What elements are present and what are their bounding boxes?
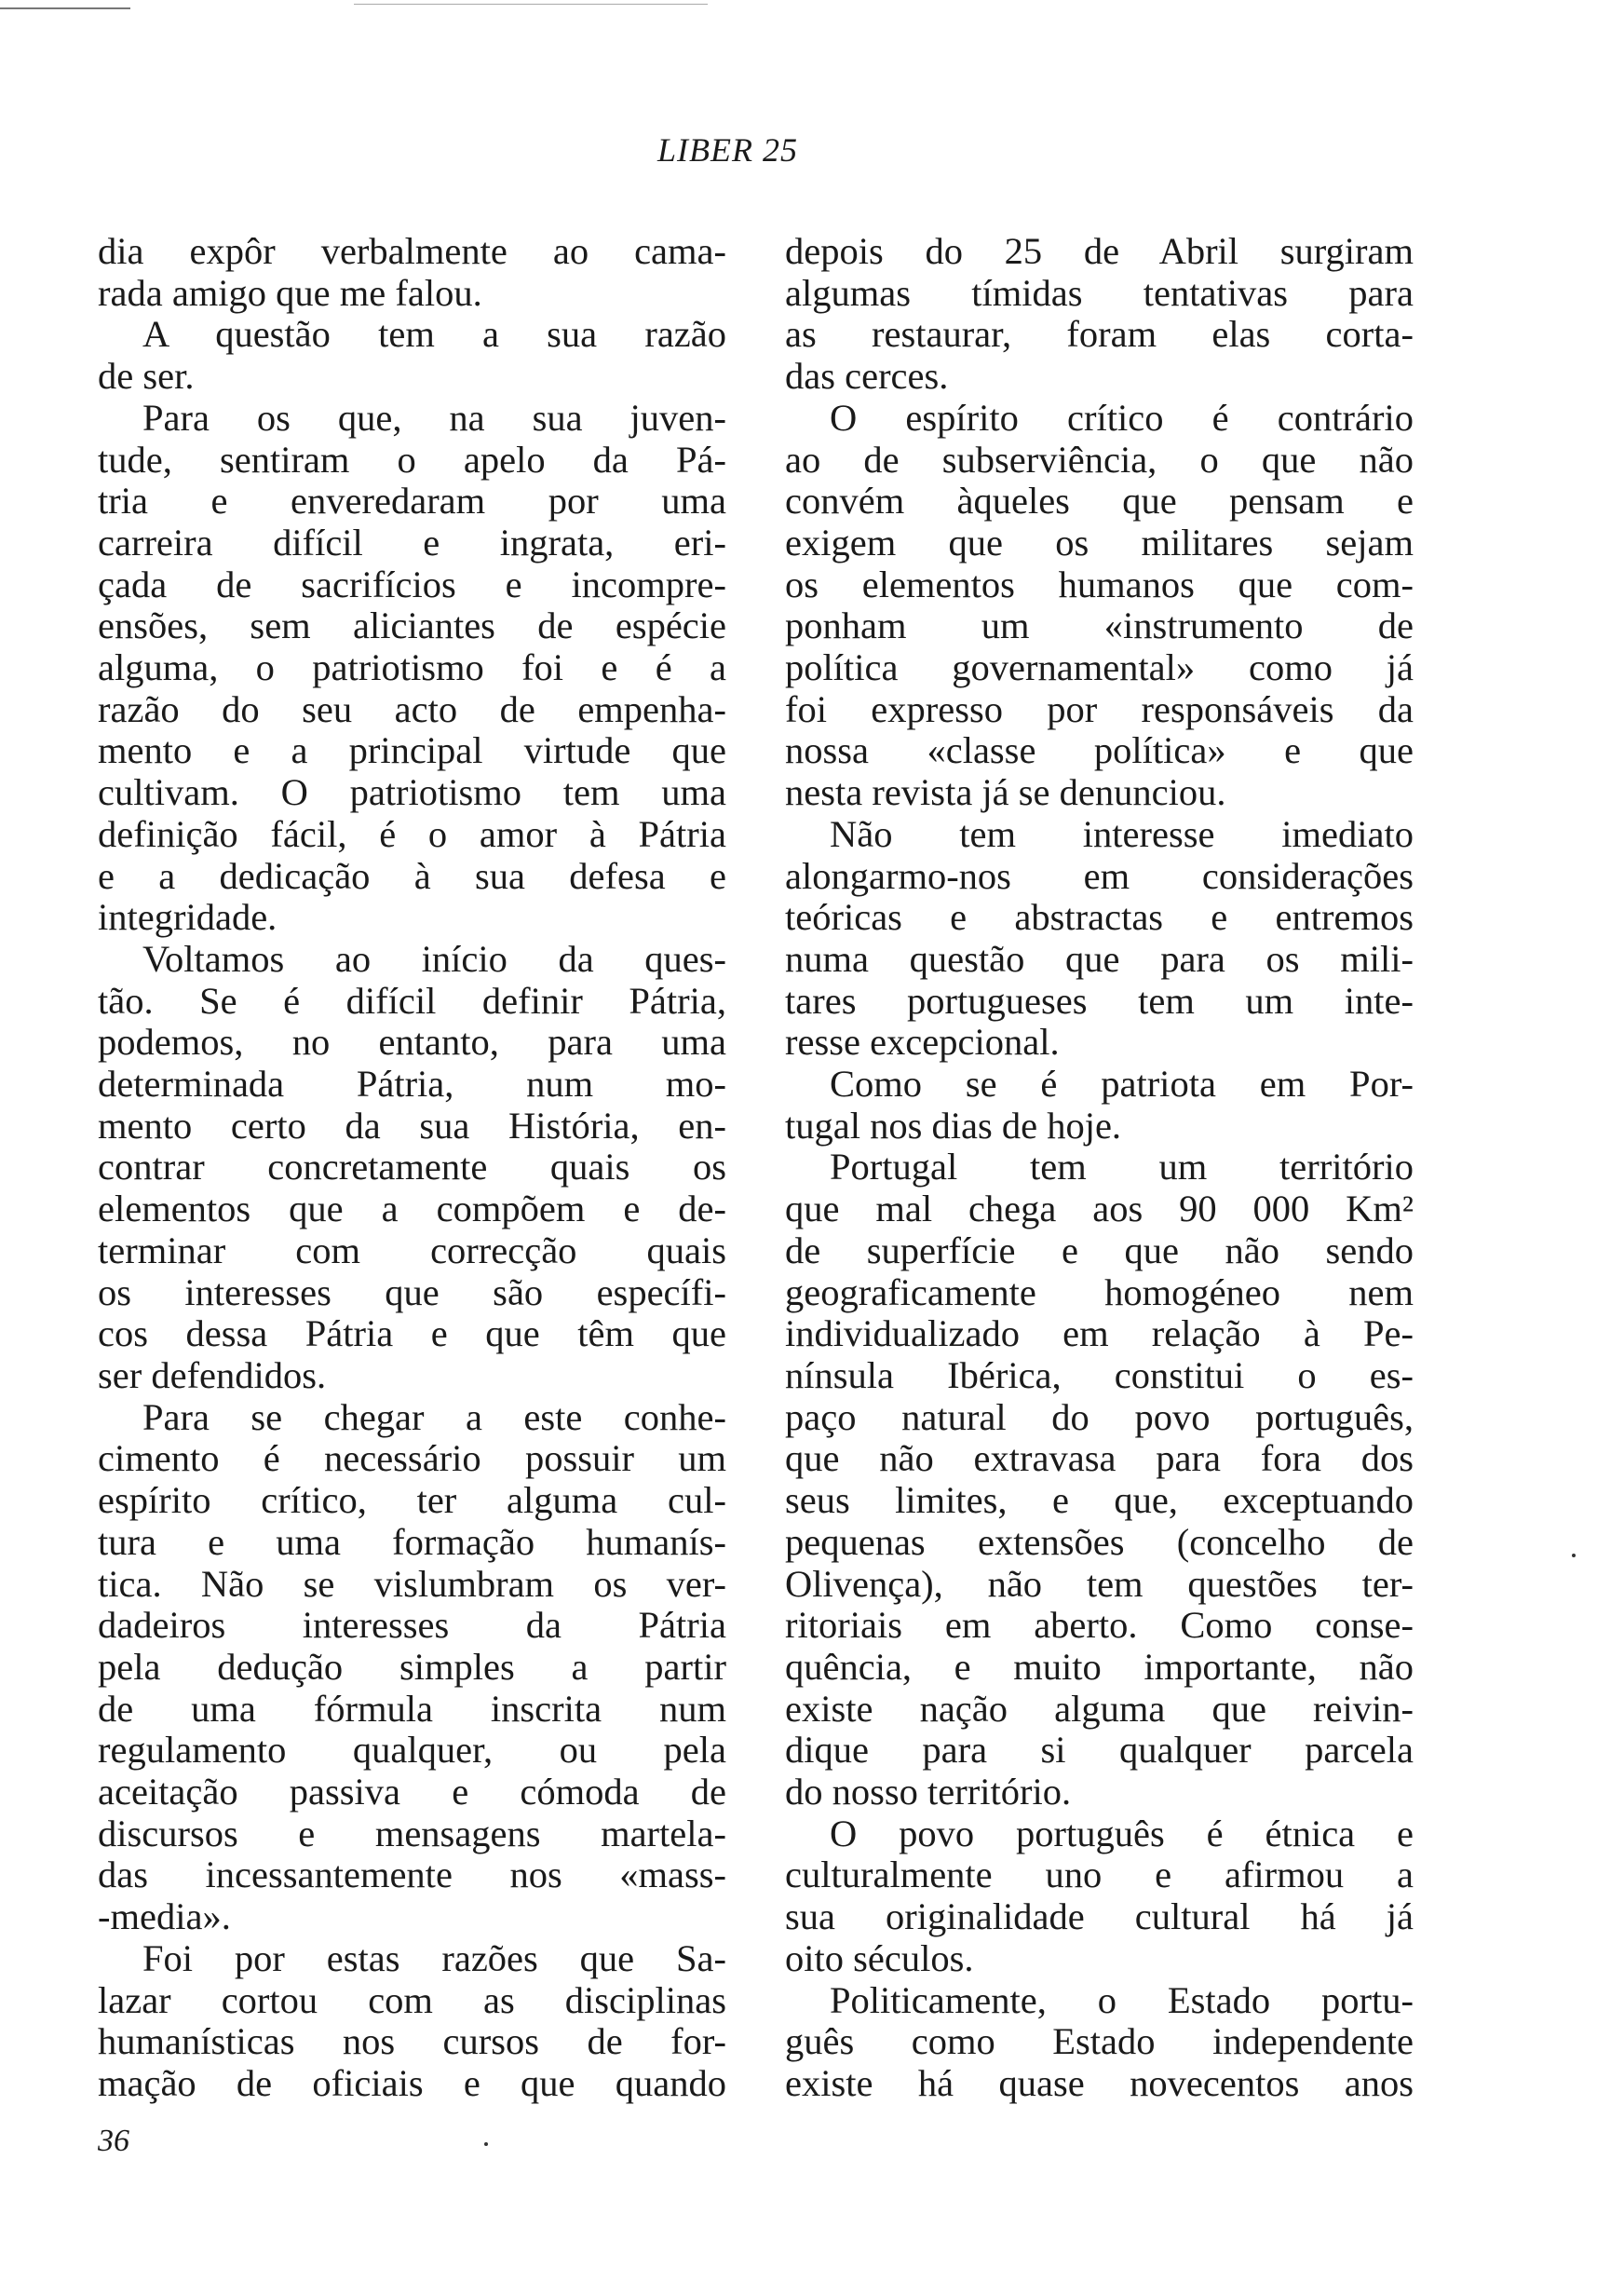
text-column-left	[98, 231, 726, 2105]
text-line: de ser.	[98, 355, 195, 398]
text-line: dadeiros interesses da Pátria	[98, 1604, 726, 1647]
text-line: dia expôr verbalmente ao cama-	[98, 230, 726, 272]
text-line: çada de sacrifícios e incompre-	[98, 563, 726, 605]
text-line: espírito crítico, ter alguma cul-	[98, 1479, 726, 1522]
text-line: cimento é necessário possuir um	[98, 1437, 726, 1480]
text-line: mação de oficiais e que quando	[98, 2061, 726, 2104]
text-line: humanísticas nos cursos de for-	[98, 2020, 726, 2063]
text-line: razão do seu acto de empenha-	[98, 687, 726, 730]
text-line: tria e enveredaram por uma	[98, 480, 726, 523]
stray-mark	[484, 2142, 488, 2146]
text-line: Para os que, na sua juven-	[142, 396, 726, 439]
text-line: exigem que os militares sejam	[785, 521, 1414, 564]
text-line: nesta revista já se denunciou.	[785, 771, 1226, 814]
text-line: determinada Pátria, num mo-	[98, 1063, 726, 1106]
text-line: podemos, no entanto, para uma	[98, 1021, 726, 1064]
text-line: mento e a principal virtude que	[98, 729, 726, 772]
text-line: O espírito crítico é contrário	[830, 396, 1414, 439]
text-line: política governamental» como já	[785, 646, 1414, 689]
text-line: carreira difícil e ingrata, eri-	[98, 521, 726, 564]
text-line: lazar cortou com as disciplinas	[98, 1978, 726, 2021]
text-line: que mal chega aos 90 000 Km²	[785, 1188, 1414, 1230]
text-line: definição fácil, é o amor à Pátria	[98, 812, 726, 855]
text-line: alongarmo-nos em considerações	[785, 854, 1414, 897]
text-line: cos dessa Pátria e que têm que	[98, 1312, 726, 1355]
text-line: culturalmente uno e afirmou a	[785, 1854, 1414, 1896]
text-line: seus limites, e que, exceptuando	[785, 1479, 1414, 1522]
text-line: depois do 25 de Abril surgiram	[785, 230, 1414, 272]
text-line: teóricas e abstractas e entremos	[785, 896, 1414, 939]
text-line: tica. Não se vislumbram os ver-	[98, 1562, 726, 1605]
text-line: mento certo da sua História, en-	[98, 1104, 726, 1147]
top-rule-right	[354, 4, 708, 5]
text-line: e a dedicação à sua defesa e	[98, 854, 726, 897]
text-line: geograficamente homogéneo nem	[785, 1270, 1414, 1313]
text-column-right	[785, 231, 1414, 2105]
page-number: 36	[98, 2124, 129, 2158]
text-line: as restaurar, foram elas corta-	[785, 313, 1414, 356]
text-line: ser defendidos.	[98, 1353, 327, 1396]
text-line: rada amigo que me falou.	[98, 271, 482, 314]
text-line: tão. Se é difícil definir Pátria,	[98, 979, 726, 1022]
text-line: de uma fórmula inscrita num	[98, 1687, 726, 1730]
text-line: sua originalidade cultural há já	[785, 1895, 1414, 1938]
text-line: O povo português é étnica e	[830, 1812, 1414, 1854]
text-line: tares portugueses tem um inte-	[785, 979, 1414, 1022]
text-line: tude, sentiram o apelo da Pá-	[98, 438, 726, 481]
text-line: -media».	[98, 1895, 231, 1938]
text-line: nínsula Ibérica, constitui o es-	[785, 1353, 1414, 1396]
text-line: Voltamos ao início da ques-	[142, 937, 726, 980]
text-line: aceitação passiva e cómoda de	[98, 1771, 726, 1813]
running-header: LIBER 25	[657, 131, 798, 169]
text-line: ritoriais em aberto. Como conse-	[785, 1604, 1414, 1647]
text-line: integridade.	[98, 896, 277, 939]
text-line: regulamento qualquer, ou pela	[98, 1729, 726, 1772]
text-line: tura e uma formação humanís-	[98, 1520, 726, 1563]
text-line: discursos e mensagens martela-	[98, 1812, 726, 1854]
text-line: oito séculos.	[785, 1936, 974, 1979]
text-line: terminar com correcção quais	[98, 1229, 726, 1271]
text-line: pela dedução simples a partir	[98, 1645, 726, 1688]
text-line: cultivam. O patriotismo tem uma	[98, 771, 726, 814]
stray-mark	[1572, 1554, 1576, 1557]
text-line: algumas tímidas tentativas para	[785, 271, 1414, 314]
text-line: pequenas extensões (concelho de	[785, 1520, 1414, 1563]
text-line: das cerces.	[785, 355, 949, 398]
text-line: ensões, sem aliciantes de espécie	[98, 604, 726, 647]
text-line: quência, e muito importante, não	[785, 1645, 1414, 1688]
text-line: Para se chegar a este conhe-	[142, 1395, 726, 1438]
text-line: elementos que a compõem e de-	[98, 1188, 726, 1230]
text-line: das incessantemente nos «mass-	[98, 1854, 726, 1896]
text-line: do nosso território.	[785, 1771, 1072, 1813]
text-line: que não extravasa para fora dos	[785, 1437, 1414, 1480]
text-line: Portugal tem um território	[830, 1146, 1414, 1188]
text-line: contrar concretamente quais os	[98, 1146, 726, 1188]
text-line: paço natural do povo português,	[785, 1395, 1414, 1438]
text-line: os elementos humanos que com-	[785, 563, 1414, 605]
text-line: dique para si qualquer parcela	[785, 1729, 1414, 1772]
text-line: ponham um «instrumento de	[785, 604, 1414, 647]
text-line: numa questão que para os mili-	[785, 937, 1414, 980]
text-line: A questão tem a sua razão	[142, 313, 726, 356]
text-line: alguma, o patriotismo foi e é a	[98, 646, 726, 689]
text-line: Politicamente, o Estado portu-	[830, 1978, 1414, 2021]
text-line: Foi por estas razões que Sa-	[142, 1936, 726, 1979]
text-line: existe nação alguma que reivin-	[785, 1687, 1414, 1730]
text-line: resse excepcional.	[785, 1021, 1060, 1064]
text-line: nossa «classe política» e que	[785, 729, 1414, 772]
text-line: Como se é patriota em Por-	[830, 1063, 1414, 1106]
text-line: convém àqueles que pensam e	[785, 480, 1414, 523]
text-line: foi expresso por responsáveis da	[785, 687, 1414, 730]
text-line: individualizado em relação à Pe-	[785, 1312, 1414, 1355]
top-rule-left	[0, 7, 130, 9]
text-line: tugal nos dias de hoje.	[785, 1104, 1122, 1147]
text-line: os interesses que são específi-	[98, 1270, 726, 1313]
text-line: de superfície e que não sendo	[785, 1229, 1414, 1271]
text-line: Não tem interesse imediato	[830, 812, 1414, 855]
text-line: Olivença), não tem questões ter-	[785, 1562, 1414, 1605]
text-line: guês como Estado independente	[785, 2020, 1414, 2063]
text-line: ao de subserviência, o que não	[785, 438, 1414, 481]
text-line: existe há quase novecentos anos	[785, 2061, 1414, 2104]
